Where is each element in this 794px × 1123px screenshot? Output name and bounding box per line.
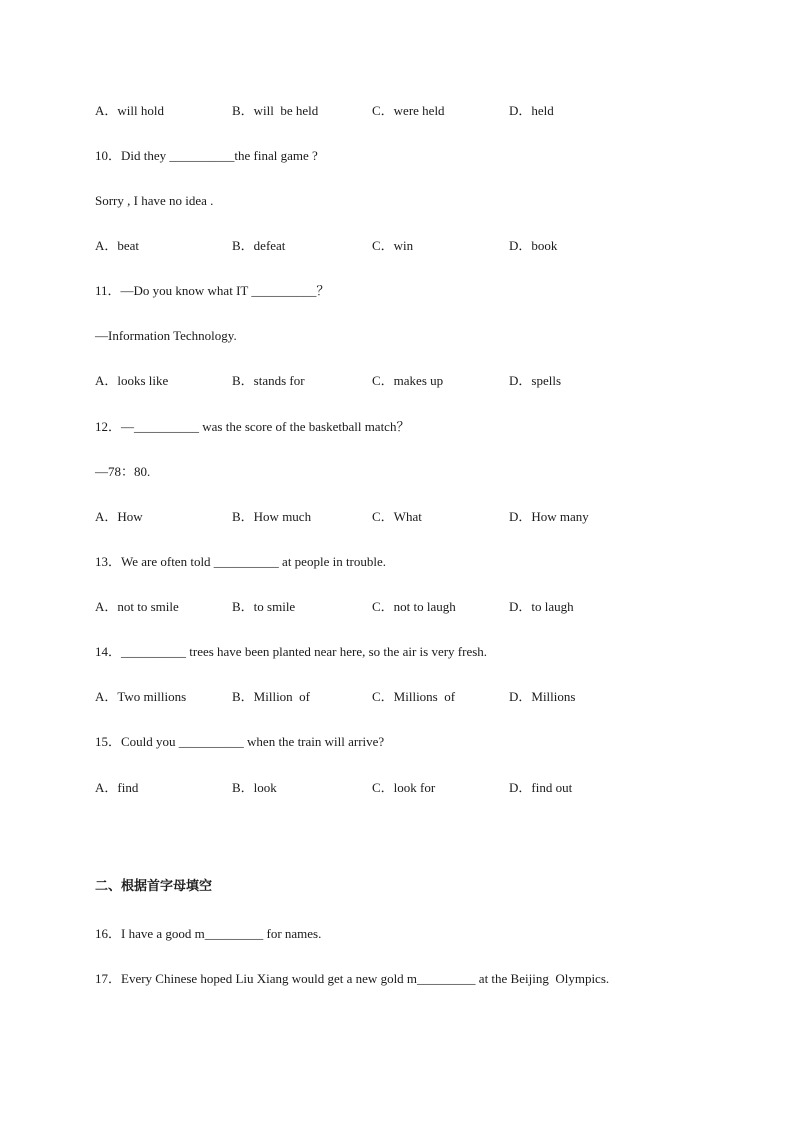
q14-option-a[interactable]: A．Two millions: [95, 689, 187, 704]
q10-option-b[interactable]: B．defeat: [232, 238, 286, 253]
q11-option-c[interactable]: C．makes up: [372, 373, 444, 388]
q12-option-b[interactable]: B．How much: [232, 509, 312, 524]
q10-stem: 10．Did they __________the final game ?: [95, 148, 318, 163]
q10-option-c[interactable]: C．win: [372, 238, 414, 253]
q15-options: [0, 780, 794, 796]
q9-option-d[interactable]: D．held: [509, 103, 554, 118]
q13-options: [0, 599, 794, 615]
q13-option-d[interactable]: D．to laugh: [509, 599, 574, 614]
q15-stem: 15．Could you __________ when the train will arrive?: [95, 734, 385, 749]
q14-option-b[interactable]: B．Million of: [232, 689, 311, 704]
q13-option-a[interactable]: A．not to smile: [95, 599, 179, 614]
q12-option-a[interactable]: A．How: [95, 509, 143, 524]
q14-stem: 14．__________ trees have been planted near here, so the air is very fresh.: [95, 644, 488, 659]
q11-option-a[interactable]: A．looks like: [95, 373, 169, 388]
q9-options: [0, 103, 794, 119]
q17-stem: 17．Every Chinese hoped Liu Xiang would get a new gold m_________ at the Beijing Olympics.: [95, 971, 610, 986]
q12-options: [0, 509, 794, 525]
q12-option-d[interactable]: D．How many: [509, 509, 589, 524]
q16-stem: 16．I have a good m_________ for names.: [95, 926, 322, 941]
q15-option-c[interactable]: C．look for: [372, 780, 436, 795]
q9-option-a[interactable]: A．will hold: [95, 103, 164, 118]
q13-stem: 13．We are often told __________ at people in trouble.: [95, 554, 387, 569]
q14-option-c[interactable]: C．Millions of: [372, 689, 456, 704]
q10-option-a[interactable]: A．beat: [95, 238, 140, 253]
q9-option-c[interactable]: C．were held: [372, 103, 445, 118]
q14-options: [0, 689, 794, 705]
q11-options: [0, 373, 794, 389]
q10-options: [0, 238, 794, 254]
q12-reply: —78：80.: [95, 464, 151, 479]
q11-stem: 11．—Do you know what IT __________？: [95, 283, 330, 298]
section-2-title: 二、根据首字母填空: [95, 879, 213, 894]
q14-option-d[interactable]: D．Millions: [509, 689, 576, 704]
q9-option-b[interactable]: B．will be held: [232, 103, 319, 118]
q13-option-c[interactable]: C．not to laugh: [372, 599, 456, 614]
q10-option-d[interactable]: D．book: [509, 238, 558, 253]
q12-stem: 12．—__________ was the score of the basketball match？: [95, 419, 410, 434]
q11-reply: —Information Technology.: [95, 328, 237, 343]
q11-option-b[interactable]: B．stands for: [232, 373, 305, 388]
q10-reply: Sorry , I have no idea .: [95, 193, 214, 208]
q13-option-b[interactable]: B．to smile: [232, 599, 296, 614]
q15-option-a[interactable]: A．find: [95, 780, 139, 795]
q15-option-b[interactable]: B．look: [232, 780, 277, 795]
q11-option-d[interactable]: D．spells: [509, 373, 562, 388]
q12-option-c[interactable]: C．What: [372, 509, 422, 524]
q15-option-d[interactable]: D．find out: [509, 780, 573, 795]
